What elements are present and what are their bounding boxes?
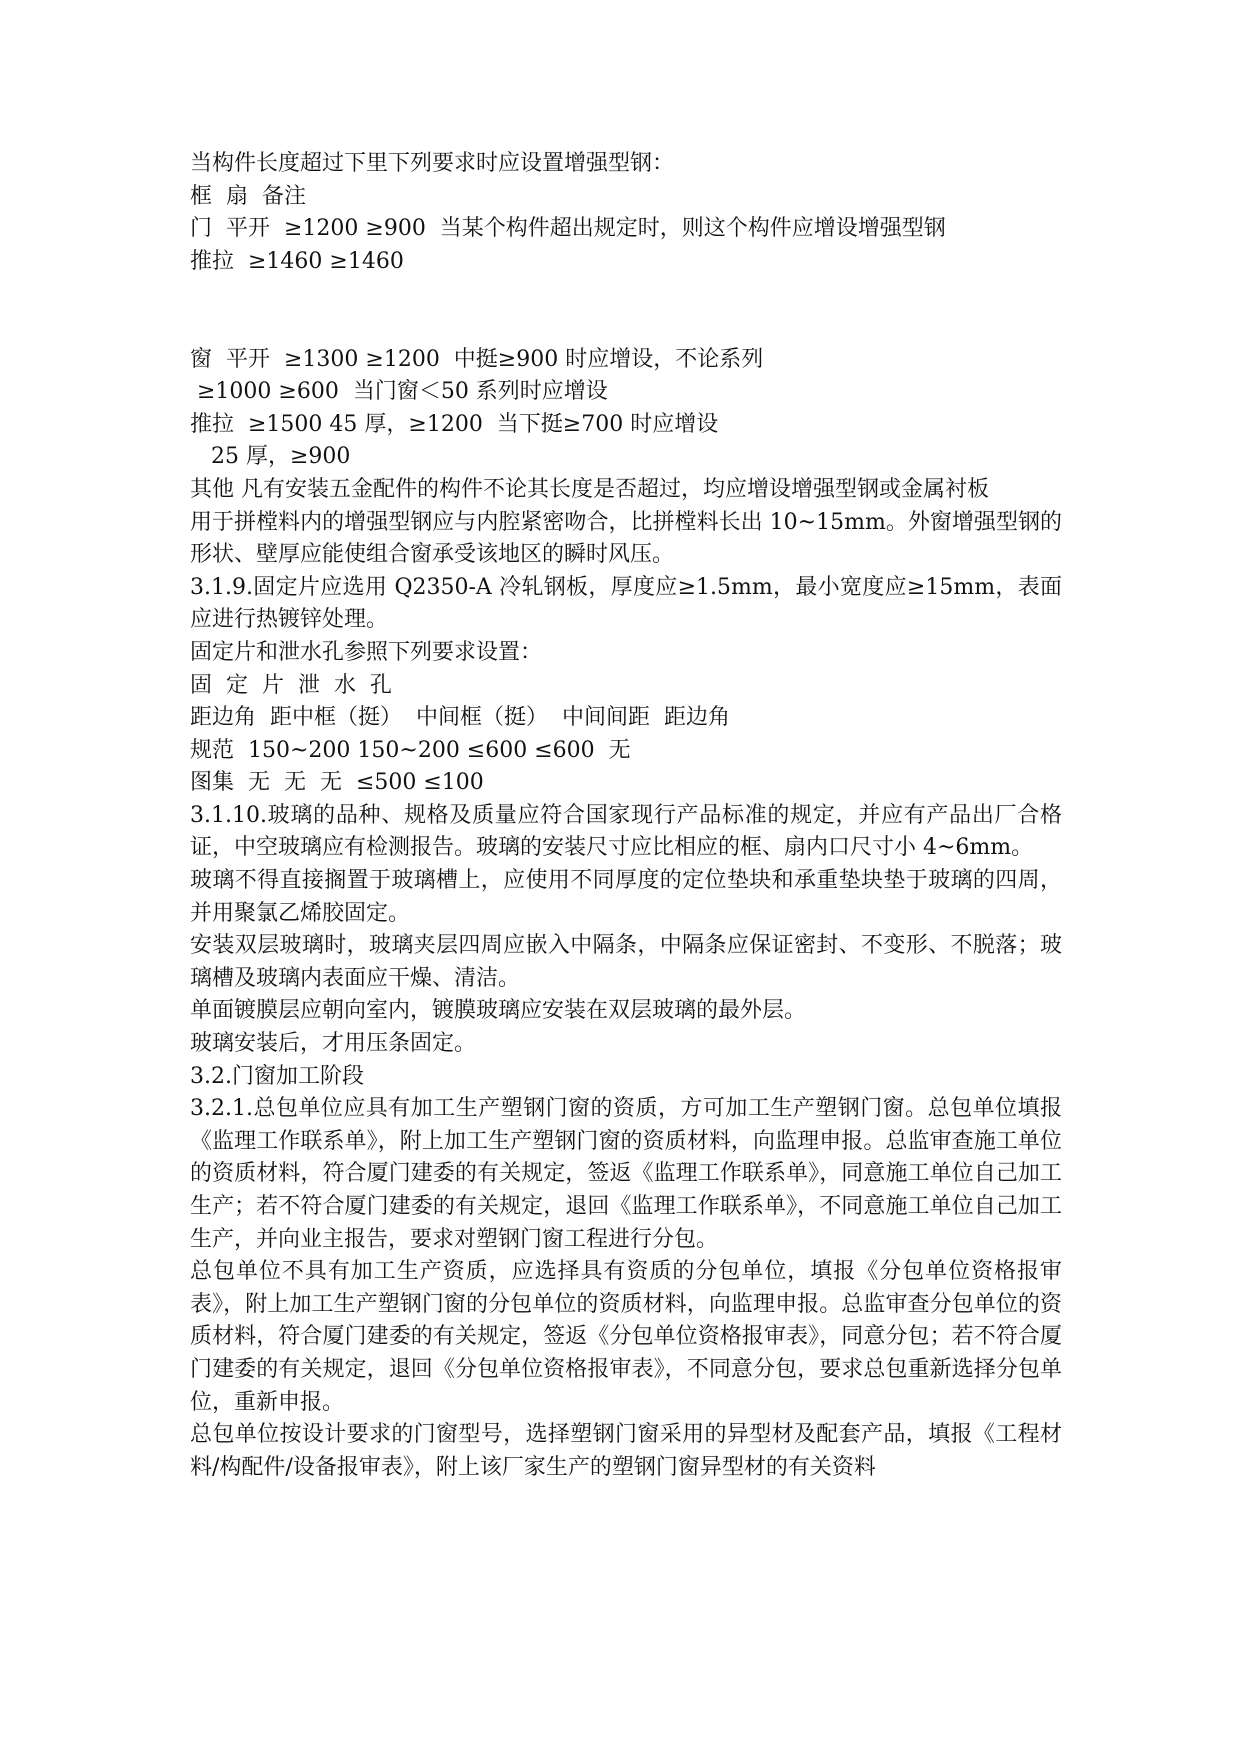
text-line: 当构件长度超过下里下列要求时应设置增强型钢： xyxy=(190,151,675,176)
table-header-line: 框 扇 备注 xyxy=(190,183,306,209)
paragraph-other: 其他 凡有安装五金配件的构件不论其长度是否超过，均应增设增强型钢或金属衬板 xyxy=(190,476,989,502)
table-row-window-casement-2: ≥1000 ≥600 当门窗＜50 系列时应增设 xyxy=(190,379,608,405)
blank-space xyxy=(190,278,1062,343)
text-line: 固定片和泄水孔参照下列要求设置： xyxy=(190,639,543,665)
paragraph-subcontract: 总包单位不具有加工生产资质，应选择具有资质的分包单位，填报《分包单位资格报审表》，附上加工生产塑钢门窗的分包单位的资质材料，向监理申报。总监审查分包单位的资质材料，符合厦门建委的有关规定，签返《分包单位资格报审表》，同意分包；若不符合厦门建委的有关规定，退回《分包单位资格报审表》，不同意分包，要求总包重新选择分包单位，重新申报。 xyxy=(190,1259,1062,1415)
paragraph-bead: 玻璃安装后，才用压条固定。 xyxy=(190,1031,477,1057)
paragraph-3-1-10: 3.1.10.玻璃的品种、规格及质量应符合国家现行产品标准的规定，并应有产品出厂合格证，中空玻璃应有检测报告。玻璃的安装尺寸应比相应的框、扇内口尺寸小 4~6mm。 xyxy=(190,802,1062,861)
paragraph-mullion-steel: 用于拼樘料内的增强型钢应与内腔紧密吻合，比拼樘料长出 10~15mm。外窗增强型钢的形状、壁厚应能使组合窗承受该地区的瞬时风压。 xyxy=(190,509,1062,568)
paragraph-3-1-9: 3.1.9.固定片应选用 Q2350-A 冷轧钢板，厚度应≥1.5mm，最小宽度应≥15mm，表面应进行热镀锌处理。 xyxy=(190,574,1062,633)
paragraph-material: 总包单位按设计要求的门窗型号，选择塑钢门窗采用的异型材及配套产品，填报《工程材料/构配件/设备报审表》，附上该厂家生产的塑钢门窗异型材的有关资料 xyxy=(190,1422,1062,1480)
paragraph-3-2-1: 3.2.1.总包单位应具有加工生产塑钢门窗的资质，方可加工生产塑钢门窗。总包单位填报《监理工作联系单》，附上加工生产塑钢门窗的资质材料，向监理申报。总监审查施工单位的资质材料，符合厦门建委的有关规定，签返《监理工作联系单》，同意施工单位自己加工生产；若不符合厦门建委的有关规定，退回《监理工作联系单》，不同意施工单位自己加工生产，并向业主报告，要求对塑钢门窗工程进行分包。 xyxy=(190,1096,1062,1252)
section-heading: 3.2.门窗加工阶段 xyxy=(190,1063,364,1089)
paragraph-glass-setting: 玻璃不得直接搁置于玻璃槽上，应使用不同厚度的定位垫块和承重垫块垫于玻璃的四周，并用聚氯乙烯胶固定。 xyxy=(190,868,1062,926)
paragraph-coating: 单面镀膜层应朝向室内，镀膜玻璃应安装在双层玻璃的最外层。 xyxy=(190,998,807,1024)
table-row-window-casement: 窗 平开 ≥1300 ≥1200 中挺≥900 时应增设，不论系列 xyxy=(190,346,764,372)
table-row-window-sliding-2: 25 厚，≥900 xyxy=(190,444,351,470)
table-row-door-casement: 门 平开 ≥1200 ≥900 当某个构件超出规定时，则这个构件应增设增强型钢 xyxy=(190,216,946,242)
table-row-window-sliding: 推拉 ≥1500 45 厚，≥1200 当下挺≥700 时应增设 xyxy=(190,411,719,437)
table-row-door-sliding: 推拉 ≥1460 ≥1460 xyxy=(190,248,404,274)
document-page xyxy=(190,148,1062,1484)
table-subheader-line: 距边角 距中框（挺） 中间框（挺） 中间间距 距边角 xyxy=(190,705,730,731)
table-header-line: 固 定 片 泄 水 孔 xyxy=(190,672,392,698)
paragraph-double-glass: 安装双层玻璃时，玻璃夹层四周应嵌入中隔条，中隔条应保证密封、不变形、不脱落；玻璃槽及玻璃内表面应干燥、清洁。 xyxy=(190,933,1062,991)
table-row-atlas: 图集 无 无 无 ≤500 ≤100 xyxy=(190,770,484,796)
table-row-standard: 规范 150~200 150~200 ≤600 ≤600 无 xyxy=(190,737,631,763)
